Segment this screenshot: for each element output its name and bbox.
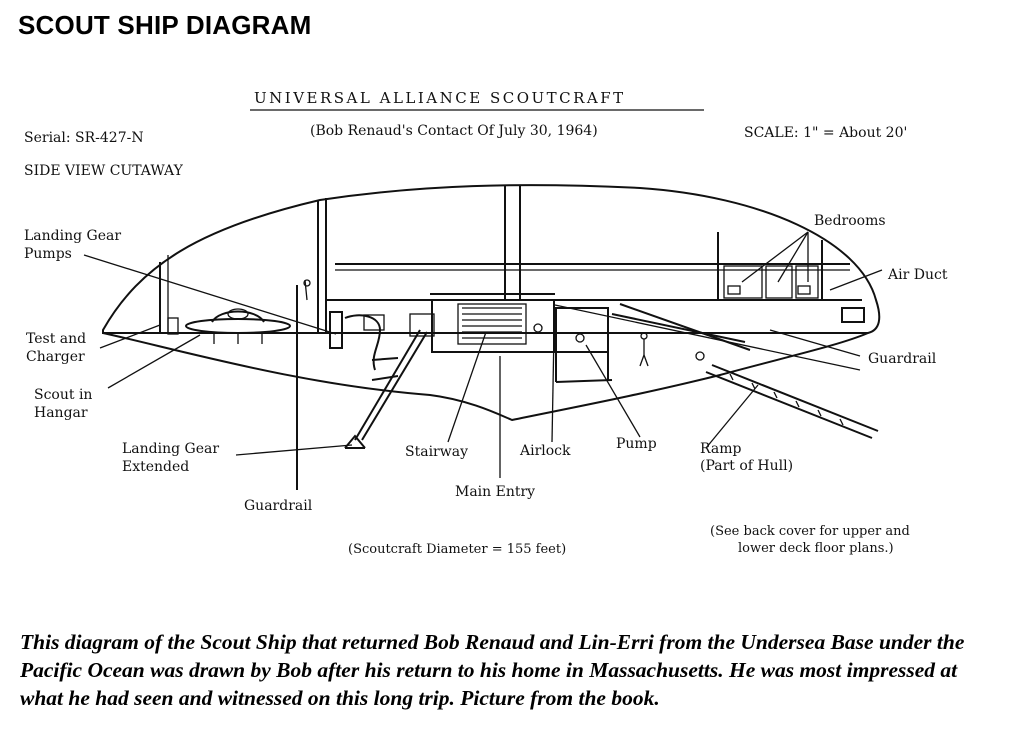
bedrooms-area bbox=[724, 266, 818, 298]
label-airlock: Airlock bbox=[520, 443, 571, 459]
lower-deck bbox=[432, 300, 860, 382]
label-guardrail-bottom: Guardrail bbox=[244, 498, 313, 514]
label-pump: Pump bbox=[616, 436, 657, 452]
label-landing-gear-extended-2: Extended bbox=[122, 459, 190, 475]
label-ramp-2: (Part of Hull) bbox=[700, 458, 794, 474]
label-landing-gear-pumps-2: Pumps bbox=[24, 246, 72, 262]
label-test-charger-2: Charger bbox=[26, 349, 85, 365]
guardrail-left bbox=[297, 280, 310, 490]
label-guardrail-right: Guardrail bbox=[868, 351, 937, 367]
label-landing-gear-pumps: Landing Gear bbox=[24, 228, 122, 244]
scale-note: SCALE: 1" = About 20' bbox=[744, 125, 908, 141]
view-label: SIDE VIEW CUTAWAY bbox=[24, 163, 183, 179]
label-stairway: Stairway bbox=[405, 444, 468, 460]
back-cover-note: (See back cover for upper and bbox=[710, 524, 910, 539]
label-landing-gear-extended: Landing Gear bbox=[122, 441, 220, 457]
contact-note: (Bob Renaud's Contact Of July 30, 1964) bbox=[310, 123, 598, 139]
serial-number: Serial: SR-427-N bbox=[24, 130, 144, 146]
diagram-header: UNIVERSAL ALLIANCE SCOUTCRAFT bbox=[254, 89, 626, 107]
ramp bbox=[706, 365, 878, 438]
label-test-charger: Test and bbox=[26, 331, 87, 347]
label-bedrooms: Bedrooms bbox=[814, 213, 886, 229]
label-air-duct: Air Duct bbox=[888, 267, 948, 283]
label-scout-hangar-2: Hangar bbox=[34, 405, 88, 421]
figure-caption: This diagram of the Scout Ship that returned Bob Renaud and Lin-Erri from the Undersea Base under the Pacific Ocean was drawn by Bob after his return to his home in Massachusetts. He was most impressed at what he had seen and witnessed on this long trip. Picture from the book. bbox=[20, 630, 965, 710]
back-cover-note-2: lower deck floor plans.) bbox=[738, 541, 894, 556]
air-duct bbox=[842, 308, 864, 322]
label-scout-hangar: Scout in bbox=[34, 387, 93, 403]
page-title: SCOUT SHIP DIAGRAM bbox=[18, 10, 312, 40]
label-main-entry: Main Entry bbox=[455, 484, 536, 500]
diameter-note: (Scoutcraft Diameter = 155 feet) bbox=[348, 542, 567, 557]
label-ramp: Ramp bbox=[700, 441, 742, 457]
